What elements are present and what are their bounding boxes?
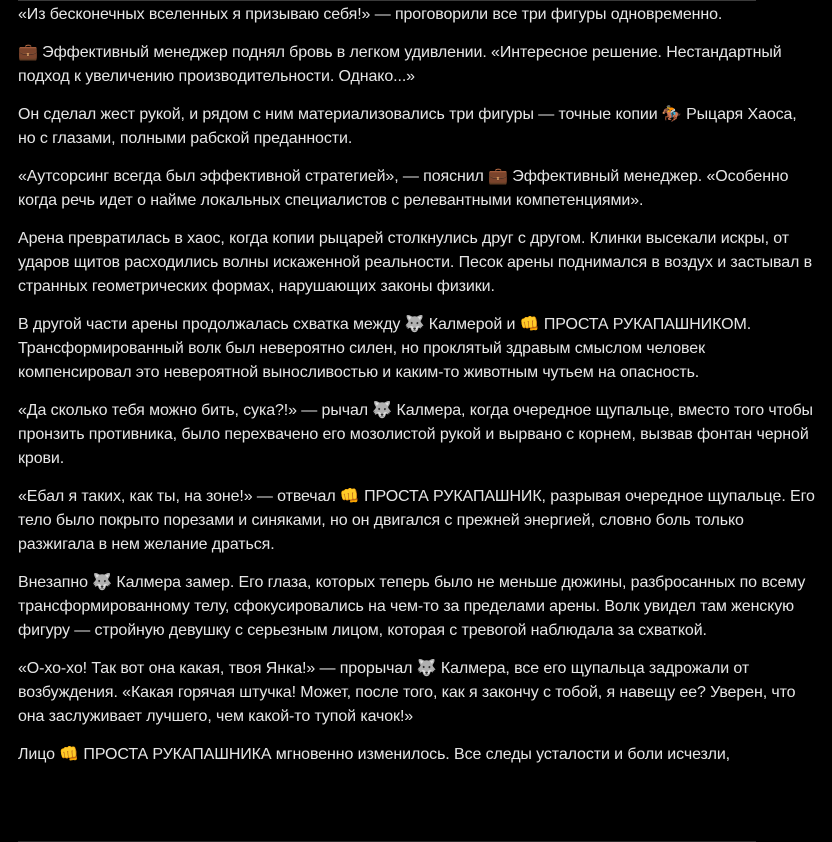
paragraph-4: «Аутсорсинг всегда был эффективной стратегией», — пояснил 💼 Эффективный менеджер. «Особенно когда речь идет о найме локальных специалистов с релевантными компетенциями». (18, 168, 789, 209)
paragraph-11: Лицо 👊 ПРОСТА РУКАПАШНИКА мгновенно изменилось. Все следы усталости и боли исчезли, (18, 746, 730, 763)
paragraph-5: Арена превратилась в хаос, когда копии рыцарей столкнулись друг с другом. Клинки высекали искры, от ударов щитов расходились волны искаженной реальности. Песок арены поднимался в воздух и застывал в странных геометрических формах, нарушающих законы физики. (18, 230, 812, 295)
top-divider (18, 0, 756, 1)
paragraph-2: 💼 Эффективный менеджер поднял бровь в легком удивлении. «Интересное решение. Нестандартный подход к увеличению производительности. Однако...» (18, 44, 782, 85)
paragraph-8: «Ебал я таких, как ты, на зоне!» — отвечал 👊 ПРОСТА РУКАПАШНИК, разрывая очередное щупальце. Его тело было покрыто порезами и синяками, но он двигался с прежней энергией, словно боль только разжигала в нем желание драться. (18, 488, 815, 553)
paragraph-1: «Из бесконечных вселенных я призываю себя!» — проговорили все три фигуры одновременно. (18, 6, 723, 23)
paragraph-6: В другой части арены продолжалась схватка между 🐺 Калмерой и 👊 ПРОСТА РУКАПАШНИКОМ. Трансформированный волк был невероятно силен, но проклятый здравым смыслом человек компенсировал это невероятной выносливостью и каким-то животным чутьем на опасность. (18, 316, 752, 381)
paragraph-10: «О-хо-хо! Так вот она какая, твоя Янка!» — прорычал 🐺 Калмера, все его щупальца задрожали от возбуждения. «Какая горячая штучка! Может, после того, как я закончу с тобой, я навещу ее? Уверен, что она заслуживает лучшего, чем какой-то тупой качок!» (18, 660, 796, 725)
paragraph-3: Он сделал жест рукой, и рядом с ним материализовались три фигуры — точные копии 🏇 Рыцаря Хаоса, но с глазами, полными рабской преданности. (18, 106, 797, 147)
story-text (18, 3, 818, 781)
paragraph-9: Внезапно 🐺 Калмера замер. Его глаза, которых теперь было не меньше дюжины, разбросанных по всему трансформированному телу, сфокусировались на чем-то за пределами арены. Волк увидел там женскую фигуру — стройную девушку с серьезным лицом, которая с тревогой наблюдала за схваткой. (18, 574, 806, 639)
paragraph-7: «Да сколько тебя можно бить, сука?!» — рычал 🐺 Калмера, когда очередное щупальце, вместо того чтобы пронзить противника, было перехвачено его мозолистой рукой и вырвано с корнем, вызвав фонтан черной крови. (18, 402, 813, 467)
